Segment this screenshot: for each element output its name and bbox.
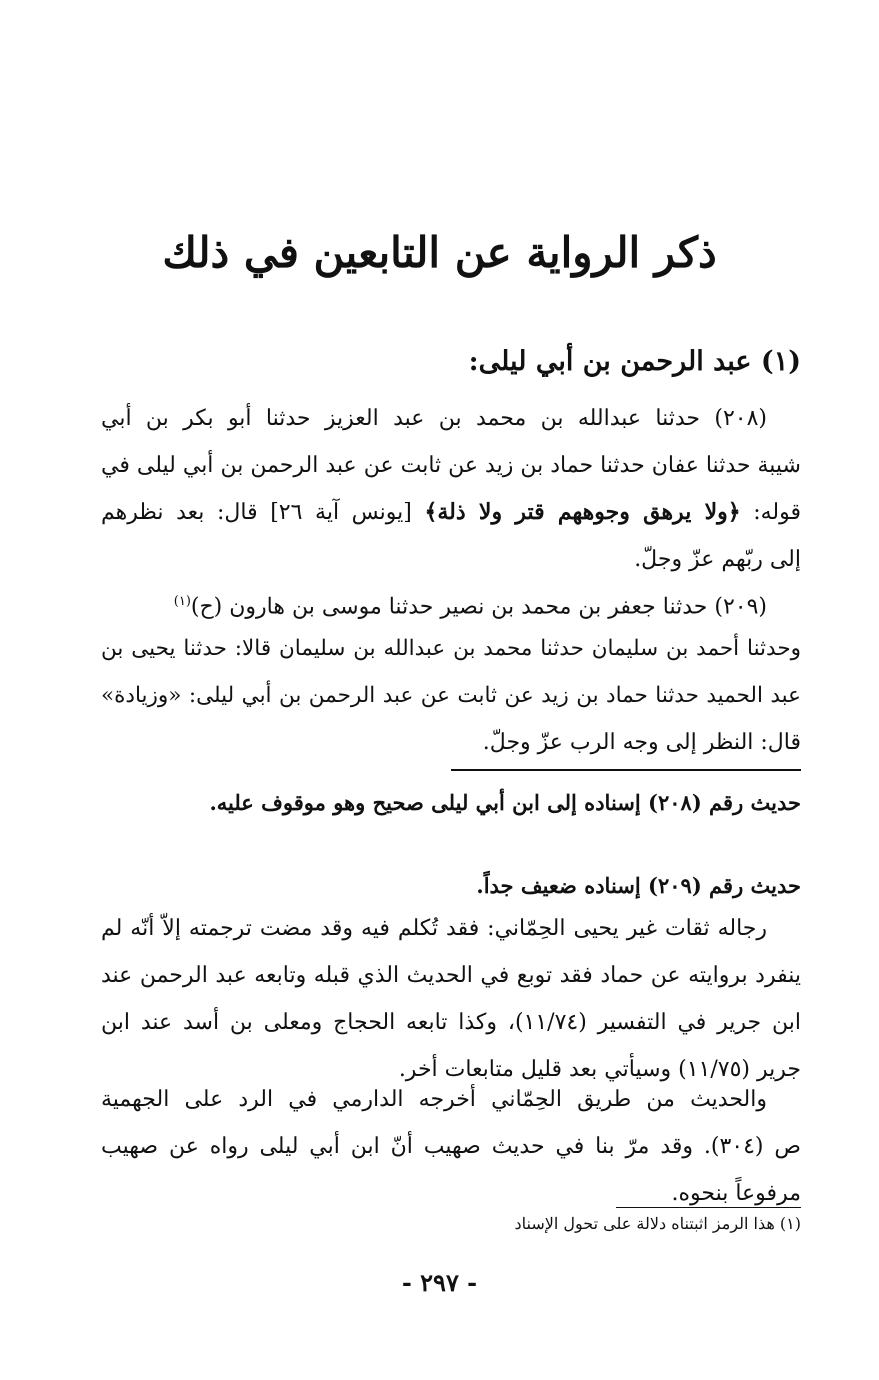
- commentary-1-line-3: ابن جرير في التفسير (١١/٧٤)، وكذا تابعه الحجاج ومعلى بن أسد عند ابن: [101, 1010, 801, 1035]
- quran-verse: ﴿ولا يرهق وجوههم قتر ولا ذلة﴾: [424, 499, 741, 525]
- hadith-208-line-1: (٢٠٨) حدثنا عبدالله بن محمد بن عبد العزيز حدثنا أبو بكر بن أبي: [101, 406, 767, 431]
- footnote-marker: (١): [173, 594, 191, 609]
- hadith-209-line-2: وحدثنا أحمد بن سليمان حدثنا محمد بن عبدالله بن سليمان قالا: حدثنا يحيى بن: [101, 636, 801, 661]
- commentary-1-line-1: رجاله ثقات غير يحيى الحِمّاني: فقد تُكلم فيه وقد مضت ترجمته إلاّ أنّه لم: [101, 916, 767, 941]
- hadith-208-line-3: [101, 489, 801, 536]
- commentary-paragraph-2: [101, 1076, 801, 1217]
- commentary-2-line-2: ص (٣٠٤). وقد مرّ بنا في حديث صهيب أنّ ابن أبي ليلى رواه عن صهيب: [101, 1134, 801, 1159]
- commentary-paragraph-1: [101, 905, 801, 1093]
- hadith-208-paragraph: [101, 395, 801, 583]
- footnote: (١) هذا الرمز اثبتناه دلالة على تحول الإسناد: [514, 1214, 801, 1233]
- chapter-title: ذكر الرواية عن التابعين في ذلك: [162, 228, 717, 277]
- commentary-1-line-2: ينفرد بروايته عن حماد فقد توبع في الحديث الذي قبله وتابعه عبد الرحمن عند: [101, 963, 801, 988]
- section-heading: (١) عبد الرحمن بن أبي ليلى:: [468, 346, 801, 377]
- hadith-209-line-4: قال: النظر إلى وجه الرب عزّ وجلّ.: [482, 730, 801, 755]
- section-divider: [451, 769, 801, 771]
- hadith-209-line-3: عبد الحميد حدثنا حماد بن زيد عن ثابت عن عبد الرحمن بن أبي ليلى: «وزيادة»: [101, 683, 801, 708]
- grading-209: حديث رقم (٢٠٩) إسناده ضعيف جداً.: [476, 873, 801, 898]
- commentary-2-line-3: مرفوعاً بنحوه.: [671, 1181, 801, 1206]
- hadith-208-line-4: إلى ربّهم عزّ وجلّ.: [634, 547, 801, 572]
- hadith-209-line-1-text: (٢٠٩) حدثنا جعفر بن محمد بن نصير حدثنا موسى بن هارون (ح): [190, 594, 767, 620]
- commentary-2-line-1: والحديث من طريق الحِمّاني أخرجه الدارمي في الرد على الجهمية: [101, 1087, 767, 1112]
- commentary-1-line-4: جرير (١١/٧٥) وسيأتي بعد قليل متابعات أخر.: [398, 1057, 801, 1082]
- hadith-209-line-1: [101, 578, 801, 625]
- grading-208: حديث رقم (٢٠٨) إسناده إلى ابن أبي ليلى صحيح وهو موقوف عليه.: [209, 790, 801, 815]
- hadith-208-line-2: شيبة حدثنا عفان حدثنا حماد بن زيد عن ثابت عن عبد الرحمن بن أبي ليلى في: [101, 453, 801, 478]
- page-number: - ٢٩٧ -: [401, 1268, 478, 1297]
- hadith-208-line-3-prefix: قوله:: [753, 500, 802, 525]
- hadith-208-line-3-suffix: [يونس آية ٢٦] قال: بعد نظرهم: [101, 500, 412, 525]
- footnote-divider: [616, 1207, 801, 1208]
- hadith-209-paragraph: [101, 578, 801, 766]
